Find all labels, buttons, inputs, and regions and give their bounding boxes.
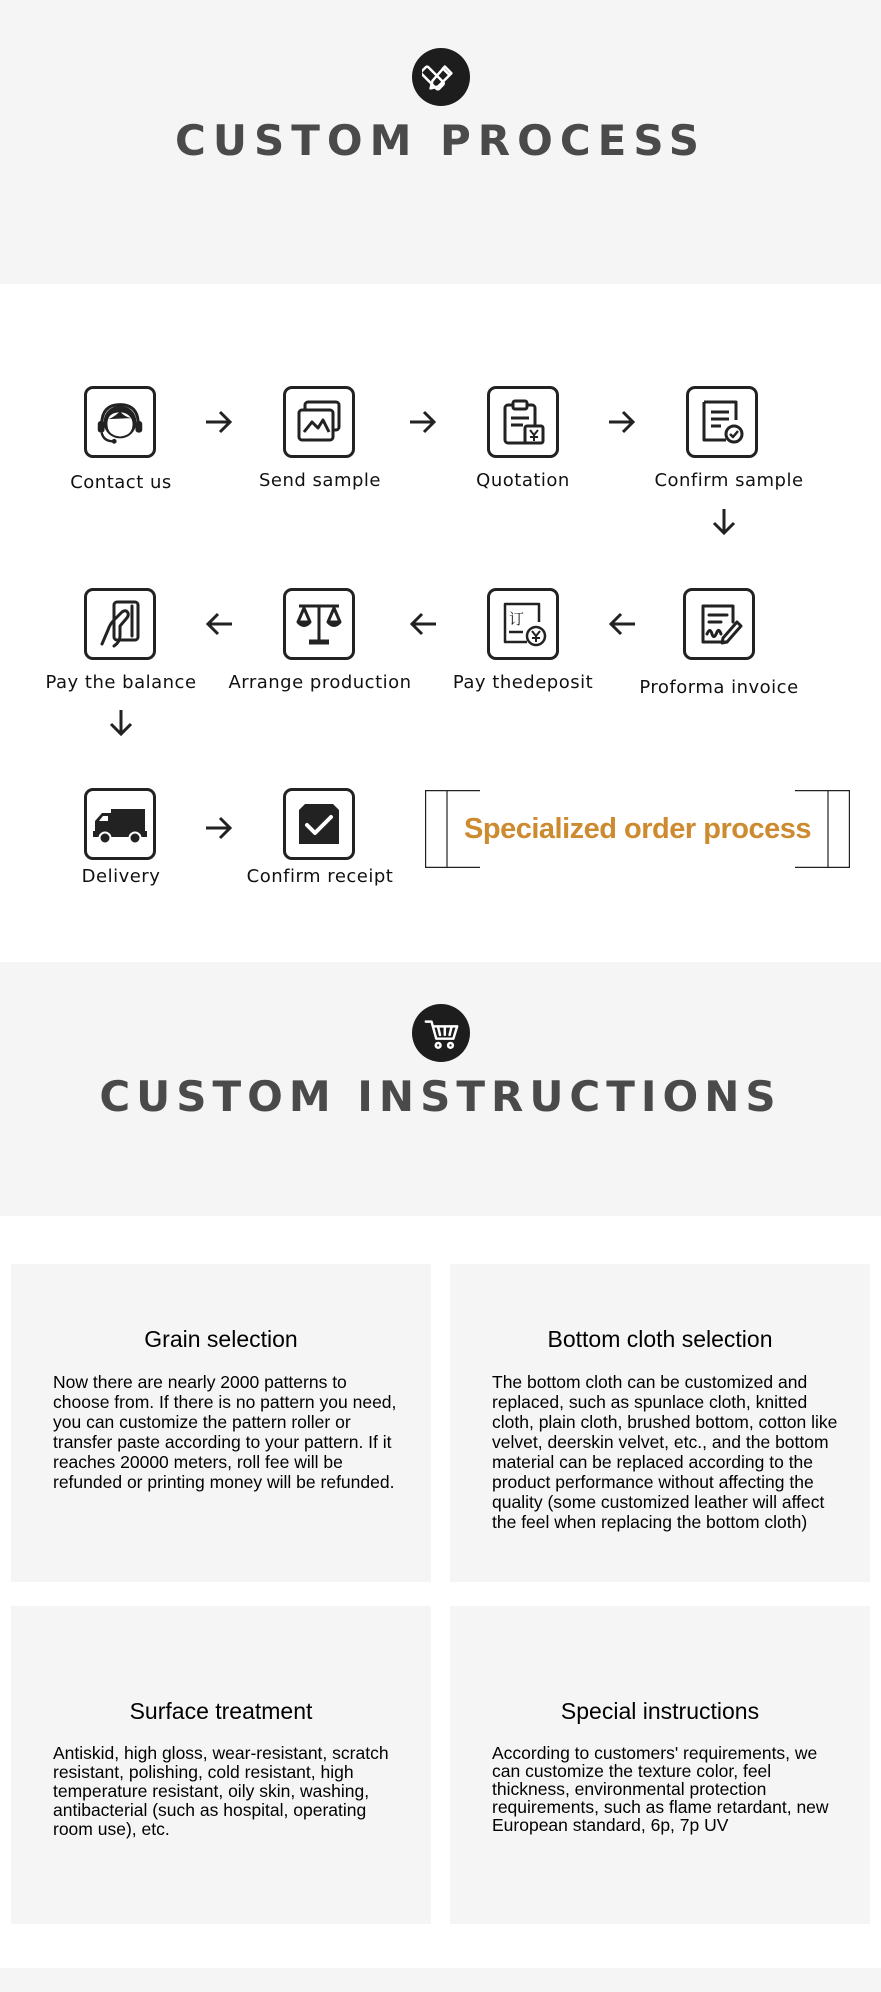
step-pay-deposit	[487, 588, 559, 660]
instruction-card-special	[450, 1606, 870, 1924]
svg-text:订: 订	[509, 610, 525, 628]
arrow-left-icon	[204, 611, 234, 637]
process-banner	[425, 790, 850, 868]
step-label-confirm-receipt: Confirm receipt	[246, 866, 394, 887]
shopping-cart-icon	[412, 1004, 470, 1062]
card-text: Antiskid, high gloss, wear-resistant, scratch resistant, polishing, cold resistant, high temperature resistant, oily skin, washing, antibacterial (such as hospital, operating room use), etc.	[53, 1743, 389, 1839]
arrow-right-icon	[408, 409, 438, 435]
step-label-quotation: Quotation	[476, 470, 570, 491]
document-check-icon	[696, 396, 748, 448]
process-title: CUSTOM PROCESS	[175, 116, 706, 165]
picture-frames-icon	[293, 396, 345, 448]
card-payment-icon	[92, 596, 148, 652]
card-text: Now there are nearly 2000 patterns to choose from. If there is no pattern you need, you can customize the pattern roller or transfer paste according to your pattern. If it reaches 20000 meters, roll fee will be refunded or printing money will be refunded.	[53, 1372, 397, 1492]
instruction-card-bottom-cloth	[450, 1264, 870, 1582]
step-label-arrange-production: Arrange production	[228, 672, 412, 693]
step-label-pay-balance: Pay the balance	[45, 672, 197, 693]
step-pay-balance	[84, 588, 156, 660]
invoice-signature-icon	[693, 598, 745, 650]
step-label-pay-deposit: Pay thedeposit	[452, 672, 594, 693]
instructions-header-band	[0, 962, 881, 1216]
step-delivery	[84, 788, 156, 860]
step-send-sample	[283, 386, 355, 458]
arrow-right-icon	[204, 815, 234, 841]
card-text: The bottom cloth can be customized and replaced, such as spunlace cloth, knitted cloth, plain cloth, brushed bottom, cotton like velvet, deerskin velvet, etc., and the bottom material can be replaced according to the product performance without affecting the quality (some customized leather will affect the feel when replacing the bottom cloth)	[492, 1372, 838, 1532]
card-title: Bottom cloth selection	[547, 1326, 773, 1352]
step-contact-us	[84, 386, 156, 458]
balance-scale-icon	[291, 596, 347, 652]
step-label-contact-us: Contact us	[70, 472, 172, 493]
pencil-ruler-icon	[412, 48, 470, 106]
arrow-down-icon	[711, 507, 737, 537]
step-label-send-sample: Send sample	[259, 470, 381, 491]
step-label-delivery: Delivery	[81, 866, 161, 887]
delivery-truck-icon	[89, 799, 151, 849]
arrow-left-icon	[408, 611, 438, 637]
footer-band	[0, 1968, 881, 1992]
instructions-title: CUSTOM INSTRUCTIONS	[99, 1072, 782, 1121]
step-label-confirm-sample: Confirm sample	[654, 470, 804, 491]
step-confirm-receipt	[283, 788, 355, 860]
step-label-proforma-invoice: Proforma invoice	[639, 677, 799, 698]
banner-text: Specialized order process	[464, 812, 811, 845]
clipboard-yen-icon	[497, 396, 549, 448]
arrow-down-icon	[108, 708, 134, 738]
card-title: Surface treatment	[129, 1698, 313, 1724]
instruction-card-surface	[11, 1606, 431, 1924]
checked-box-icon	[293, 798, 345, 850]
card-title: Grain selection	[144, 1326, 298, 1352]
arrow-left-icon	[607, 611, 637, 637]
process-header-band	[0, 0, 881, 284]
card-title: Special instructions	[560, 1698, 760, 1724]
step-quotation	[487, 386, 559, 458]
arrow-right-icon	[204, 409, 234, 435]
instruction-card-grain	[11, 1264, 431, 1582]
step-confirm-sample	[686, 386, 758, 458]
card-text: According to customers' requirements, we can customize the texture color, feel thickness, environmental protection requirements, such as flame retardant, new European standard, 6p, 7p UV	[492, 1743, 829, 1835]
order-yen-icon	[495, 596, 551, 652]
step-proforma-invoice	[683, 588, 755, 660]
headset-agent-icon	[91, 393, 149, 451]
step-arrange-production	[283, 588, 355, 660]
arrow-right-icon	[607, 409, 637, 435]
